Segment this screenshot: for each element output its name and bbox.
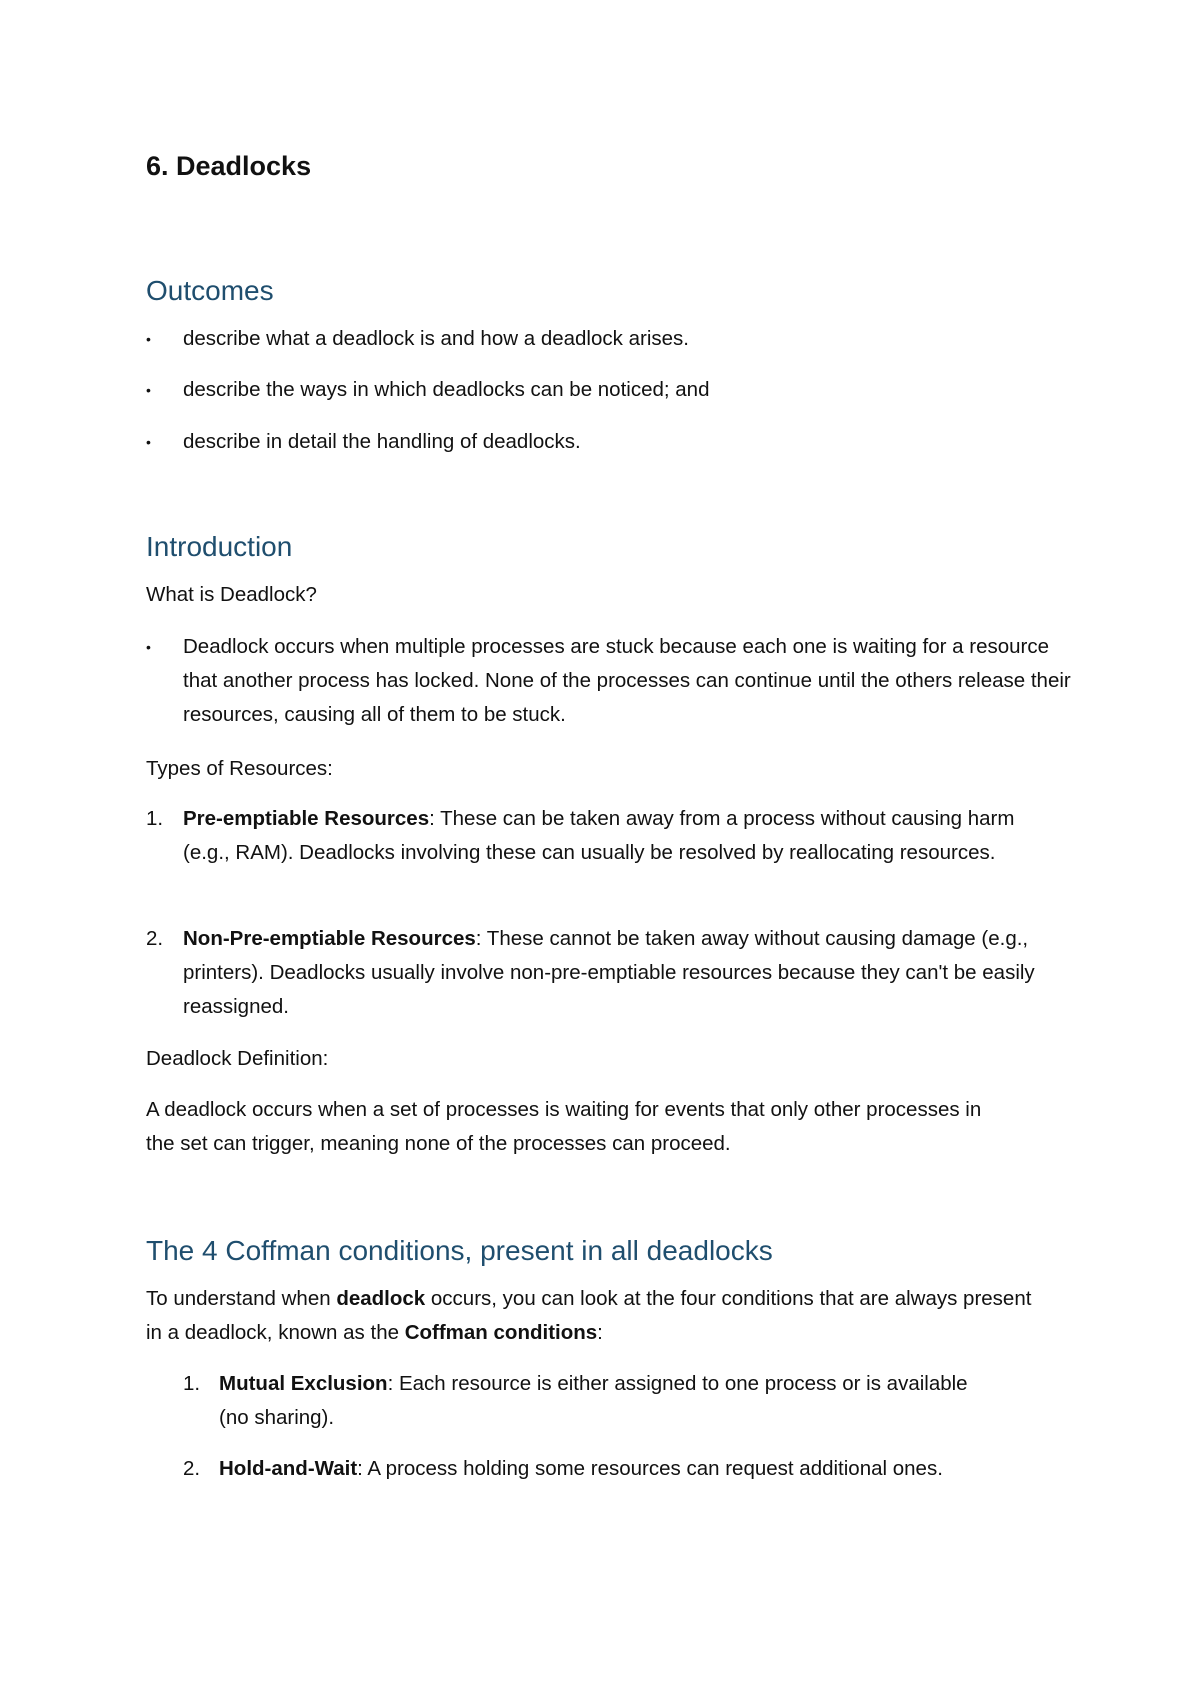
coffman-heading: The 4 Coffman conditions, present in all deadlocks (146, 1235, 773, 1266)
outcome-item: describe the ways in which deadlocks can be noticed; and (183, 378, 710, 401)
deadlock-explanation: Deadlock occurs when multiple processes are stuck because each one is waiting for a resource that another process has locked. None of the processes can continue until the others release their resources, causing all of them to be stuck. (183, 635, 1071, 726)
coffman-conditions-term: Coffman conditions (404, 1321, 598, 1344)
condition-term: Hold-and-Wait (219, 1457, 358, 1480)
deadlock-term: deadlock (336, 1287, 426, 1310)
list-number: 2. (146, 927, 164, 950)
list-number: 1. (146, 807, 164, 830)
page-title: 6. Deadlocks (146, 151, 312, 181)
coffman-condition-item (219, 1367, 999, 1435)
coffman-condition-item (219, 1452, 1119, 1486)
coffman-intro (146, 1282, 1046, 1350)
condition-text: : A process holding some resources can request additional ones. (357, 1457, 943, 1480)
coffman-intro-part: To understand when (146, 1287, 337, 1310)
bullet-glyph: • (146, 639, 151, 655)
bullet-glyph: • (146, 382, 151, 398)
condition-term: Mutual Exclusion (219, 1372, 388, 1395)
coffman-intro-part: occurs, you can look at the four conditions that are always present in a deadlock, known as the (146, 1287, 1032, 1344)
outcome-item: describe in detail the handling of deadlocks. (183, 430, 581, 453)
resource-type-item (183, 802, 1043, 870)
resource-type-term: Pre-emptiable Resources (183, 807, 430, 830)
resource-type-term: Non-Pre-emptiable Resources (183, 927, 476, 950)
coffman-intro-part: : (597, 1321, 603, 1344)
outcome-item: describe what a deadlock is and how a deadlock arises. (183, 327, 689, 350)
types-of-resources-label: Types of Resources: (146, 757, 333, 780)
resource-type-text: : These can be taken away from a process without causing harm (e.g., RAM). Deadlocks involving these can usually be resolved by reallocating resources. (183, 807, 1015, 864)
what-is-deadlock-label: What is Deadlock? (146, 583, 317, 606)
introduction-heading: Introduction (146, 531, 293, 562)
bullet-glyph: • (146, 331, 151, 347)
condition-text: : Each resource is either assigned to one process or is available (no sharing). (219, 1372, 968, 1429)
bullet-glyph: • (146, 434, 151, 450)
list-number: 1. (183, 1372, 201, 1395)
resource-type-item (183, 922, 1043, 1024)
resource-type-text: : These cannot be taken away without causing damage (e.g., printers). Deadlocks usually involve non-pre-emptiable resources because they can't be easily reassigned. (183, 927, 1035, 1018)
outcomes-heading: Outcomes (146, 275, 274, 306)
deadlock-definition-label: Deadlock Definition: (146, 1047, 329, 1070)
list-number: 2. (183, 1457, 201, 1480)
deadlock-definition-text: A deadlock occurs when a set of processes is waiting for events that only other processes in the set can trigger, meaning none of the processes can proceed. (146, 1098, 982, 1155)
